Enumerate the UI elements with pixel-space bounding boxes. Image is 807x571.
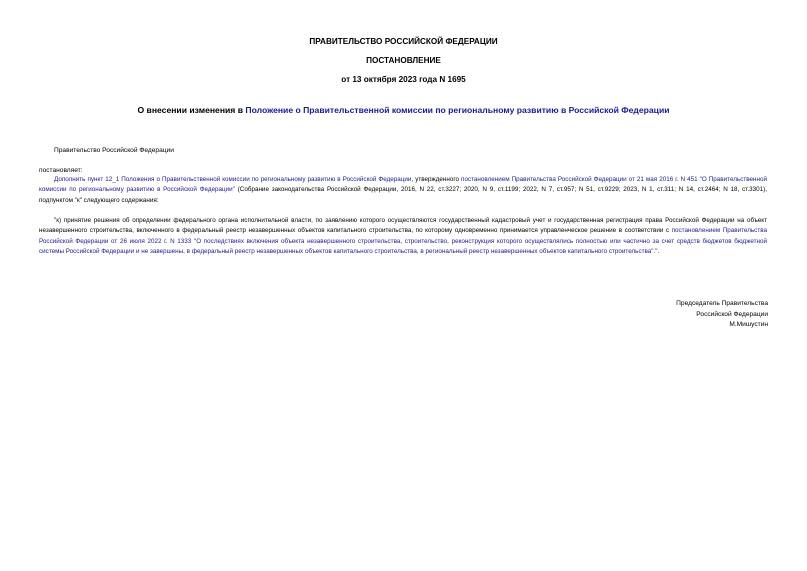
document-type: ПОСТАНОВЛЕНИЕ (366, 56, 441, 65)
issuer-name: Правительство Российской Федерации (54, 147, 174, 154)
subject-prefix: О внесении изменения в (137, 105, 246, 115)
signatory-title-line1: Председатель Правительства (676, 300, 768, 307)
resolution-451-link[interactable]: постановлением Правительства Российской Федерации от 21 мая 2016 г. N 451 "О Правительственной комиссии по региональному развитию в Российской Федерации" (39, 176, 767, 194)
amendment-text-1: , утвержденного (411, 176, 462, 183)
amendment-text-2: (Собрание законодательства Российской Федерации, 2016, N 22, ст.3227; 2020, N 9, ст.1199; 2022, N 7, ст.957; N 51, ст.9229; 2023, N 1, ст.311; N 14, ст.2464; N 18, ст.3301), подпунктом "к" следующего содержания: (39, 186, 768, 204)
regulation-clause-link[interactable]: Дополнить пункт 12_1 Положения о Правительственной комиссии по региональному развитию в Российской Федерации (54, 176, 412, 183)
decree-word: постановляет: (39, 167, 83, 174)
new-subclause-paragraph (39, 216, 767, 258)
signature-block (676, 299, 768, 331)
document-subject (0, 105, 807, 116)
amendment-paragraph (39, 175, 767, 206)
subclause-text-2: .". (653, 248, 660, 256)
resolution-1333-link[interactable]: постановлением Правительства Российской Федерации от 26 июля 2022 г. N 1333 "О последствиях включения объекта незавершенного строительства, строительство, реконструкция которого осуществлялись полностью или частично за счет средств бюджетов бюджетной системы Российской Федерации и не завершены, в федеральный реестр незавершенных объектов капитального строительства, в региональный реестр незавершенных объектов капитального строительства" (39, 227, 767, 256)
signatory-name: М.Мишустин (729, 321, 768, 329)
subclause-text-1: "к) принятие решения об определении федерального органа исполнительной власти, по заявлению которого осуществляются государственный кадастровый учет и государственная регистрация права Российской Федерации на объект незавершенного строительства, включенного в федеральный реестр незавершенных объектов капитального строительства, по которому одновременно принимается управленческое решение в соответствии с (39, 217, 767, 235)
subject-regulation-link[interactable]: Положение о Правительственной комиссии по региональному развитию в Российской Федерации (245, 105, 670, 115)
document-date-number: от 13 октября 2023 года N 1695 (341, 75, 466, 84)
signatory-title-line2: Российской Федерации (696, 310, 768, 318)
issuing-authority: ПРАВИТЕЛЬСТВО РОССИЙСКОЙ ФЕДЕРАЦИИ (309, 37, 498, 46)
